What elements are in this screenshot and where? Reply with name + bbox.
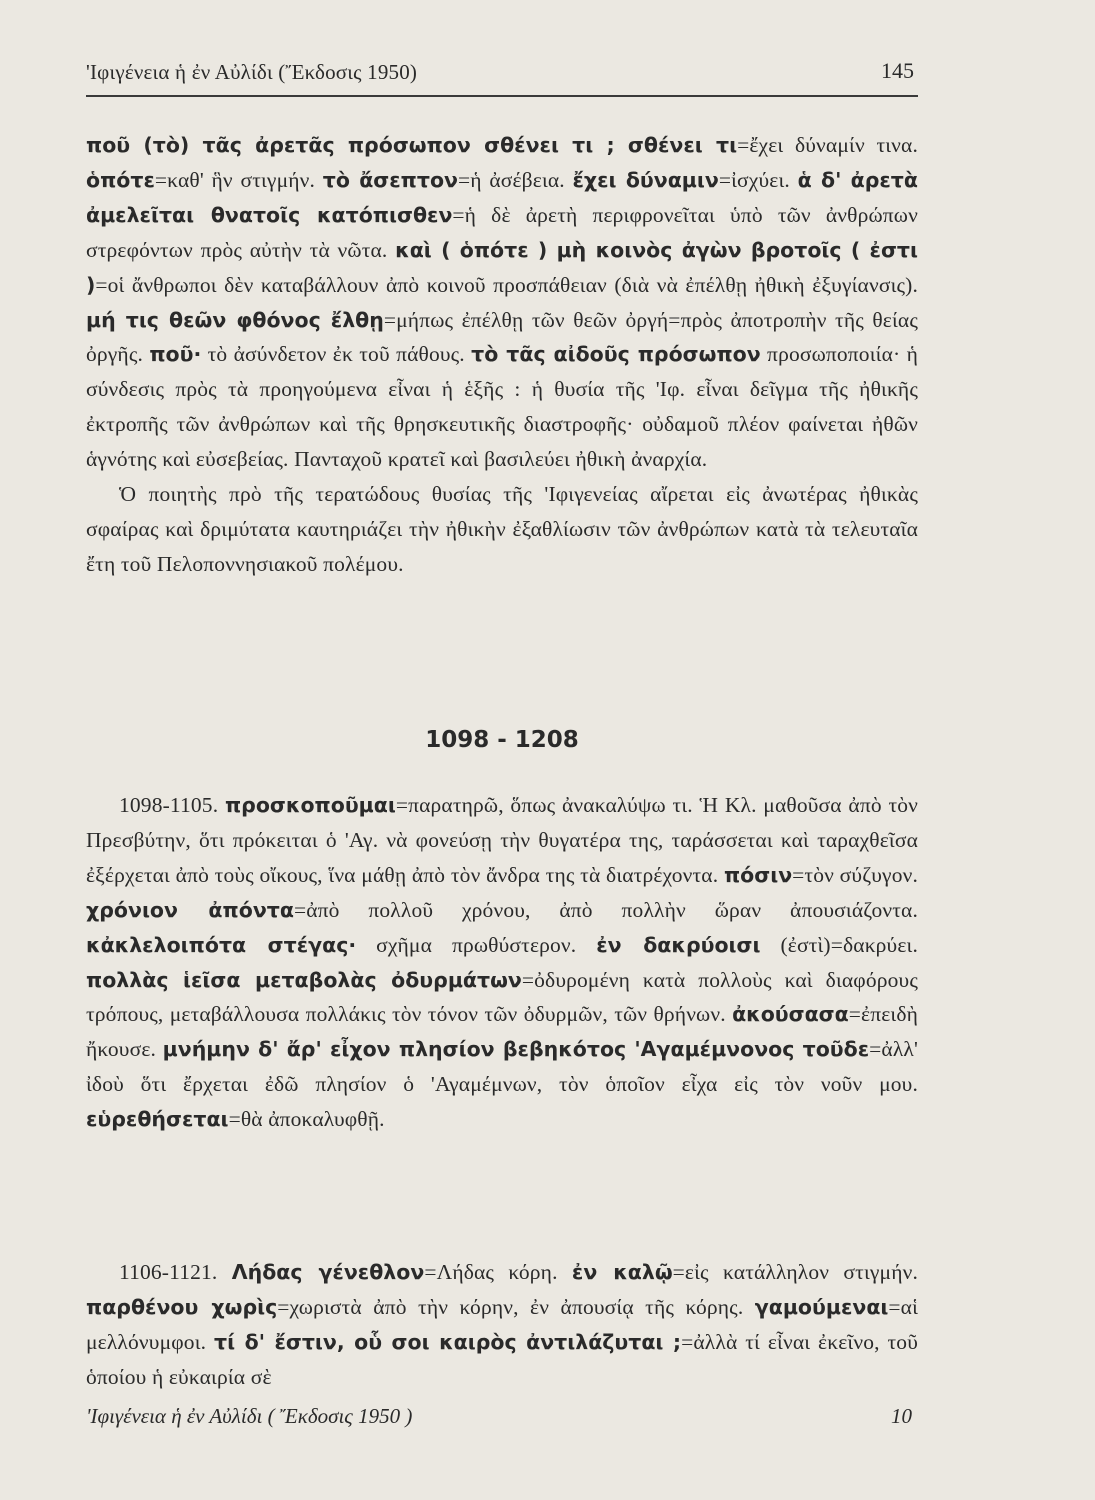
lemma: εὑρεθήσεται bbox=[86, 1107, 229, 1132]
gloss: =εἰς κατάλληλον στιγμήν. bbox=[672, 1260, 918, 1284]
lemma: ἐν καλῷ bbox=[571, 1260, 673, 1284]
gloss: σχῆμα πρωθύστερον. bbox=[356, 932, 597, 957]
lemma: γαμούμεναι bbox=[754, 1294, 889, 1319]
lemma: παρθένου χωρὶς bbox=[86, 1294, 278, 1319]
gloss: =καθ' ἣν στιγμήν. bbox=[154, 167, 323, 192]
page-footer bbox=[86, 1404, 918, 1434]
section-heading: 1098 - 1208 bbox=[425, 727, 579, 753]
lemma: μνήμην δ' ἄρ' εἶχον πλησίον βεβηκότος 'Αγαμέμνονος τοῦδε bbox=[162, 1037, 870, 1062]
gloss: =οἱ ἄνθρωποι δὲν καταβάλλουν ἀπὸ κοινοῦ προσπάθειαν (διὰ νὰ ἐπέλθῃ ἠθικὴ ἐξυγίανσις). bbox=[95, 272, 918, 297]
gloss: (ἐστὶ)=δακρύει. bbox=[760, 932, 918, 957]
gloss: =ἔχει δύναμίν τινα. bbox=[737, 133, 918, 157]
running-title: 'Ιφιγένεια ἡ ἐν Αὐλίδι (Ἔκδοσις 1950) bbox=[86, 60, 418, 84]
gloss: 1098-1105. bbox=[119, 793, 225, 817]
gloss: =ἰσχύει. bbox=[718, 167, 798, 192]
gloss: =παρατηρῶ, ὅπως ἀνακαλύψω τι. Ἡ Κλ. μαθοῦσα ἀπὸ τὸν Πρεσβύτην, ὅτι πρόκειται ὁ 'Αγ. νὰ φονεύσῃ τὴν θυγατέρα της, ταράσσεται καὶ ταραχθεῖσα ἐξέρχεται ἀπὸ τοὺς οἴκους, ἵνα μάθῃ ἀπὸ τὸν ἄνδρα της τὰ διατρέχοντα. bbox=[86, 793, 918, 887]
gloss: =ἡ ἀσέβεια. bbox=[458, 167, 573, 192]
gloss: =ἀλλ' ἰδοὺ ὅτι ἔρχεται ἐδῶ πλησίον ὁ 'Αγαμέμνων, τὸν ὁποῖον εἶχα εἰς τὸν νοῦν μου. bbox=[86, 1037, 918, 1097]
lemma: ποῦ· bbox=[149, 342, 202, 367]
gloss: 1106-1121. bbox=[119, 1260, 232, 1284]
lemma: πολλὰς ἱεῖσα μεταβολὰς ὀδυρμάτων bbox=[86, 967, 522, 992]
lemma: κἀκλελοιπότα στέγας· bbox=[86, 932, 357, 957]
lemma: ἔχει δύναμιν bbox=[572, 167, 719, 192]
gloss: =ὀδυρομένη κατὰ πολλοὺς καὶ διαφόρους τρόπους, μεταβάλλουσα πολλάκις τὸν τόνον τῶν ὀδυρμῶν, τῶν θρήνων. bbox=[86, 967, 918, 1027]
lemma: ἀκούσασα bbox=[732, 1002, 849, 1027]
gloss: =ἐπειδὴ ἤκουσε. bbox=[86, 1002, 918, 1062]
lemma: τὸ ἄσεπτον bbox=[322, 167, 458, 192]
paragraph bbox=[86, 788, 918, 1137]
lemma: μή τις θεῶν φθόνος ἔλθῃ bbox=[86, 307, 384, 332]
lemma: ἐν δακρύοισι bbox=[596, 932, 761, 957]
gloss: =ἀπὸ πολλοῦ χρόνου, ἀπὸ πολλὴν ὥραν ἀπουσιάζοντα. bbox=[293, 897, 918, 922]
commentary-block-1 bbox=[86, 128, 918, 582]
gloss: =θὰ ἀποκαλυφθῇ. bbox=[228, 1107, 385, 1132]
gloss: =ἡ δὲ ἀρετὴ περιφρονεῖται ὑπὸ τῶν ἀνθρώπων στρεφόντων πρὸς αὐτὴν τὰ νῶτα. bbox=[86, 202, 918, 262]
lemma: ποῦ (τὸ) τᾶς ἀρετᾶς πρόσωπον σθένει τι ; σθένει τι bbox=[86, 133, 738, 157]
footer-number: 10 bbox=[891, 1404, 912, 1428]
paragraph bbox=[86, 128, 918, 477]
lemma: Λήδας γένεθλον bbox=[231, 1260, 425, 1284]
lemma: καὶ ( ὁπότε ) μὴ κοινὸς ἀγὼν βροτοῖς ( ἐστι ) bbox=[86, 237, 918, 297]
gloss: =αἱ μελλόνυμφοι. bbox=[86, 1294, 919, 1354]
lemma: ὁπότε bbox=[86, 167, 155, 192]
commentary-block-2 bbox=[86, 788, 918, 1137]
gloss: =τὸν σύζυγον. bbox=[792, 862, 918, 887]
lemma: ἁ δ' ἀρετὰ ἀμελεῖται θνατοῖς κατόπισθεν bbox=[86, 167, 918, 227]
gloss: προσωποποιία· ἡ σύνδεσις πρὸς τὰ προηγούμενα εἶναι ἡ ἑξῆς : ἡ θυσία τῆς 'Ιφ. εἶναι δεῖγμα τῆς ἠθικῆς ἐκτροπῆς τῶν ἀνθρώπων καὶ τῆς θρησκευτικῆς διαστροφῆς· οὐδαμοῦ πλέον φαίνεται ἠθῶν ἁγνότης καὶ εὐσεβείας. Πανταχοῦ κρατεῖ καὶ βασιλεύει ἠθικὴ ἀναρχία. bbox=[86, 342, 919, 472]
gloss: =μήπως ἐπέλθῃ τῶν θεῶν ὀργή=πρὸς ἀποτροπὴν τῆς θείας ὀργῆς. bbox=[86, 307, 918, 367]
header-rule bbox=[86, 95, 918, 97]
lemma: τὸ τᾶς αἰδοῦς πρόσωπον bbox=[471, 342, 761, 367]
gloss: =ἀλλὰ τί εἶναι ἐκεῖνο, τοῦ ὁποίου ἡ εὐκαιρία σὲ bbox=[86, 1329, 918, 1389]
paragraph bbox=[86, 1255, 918, 1395]
gloss: τὸ ἀσύνδετον ἐκ τοῦ πάθους. bbox=[201, 342, 472, 367]
footer-title: 'Ιφιγένεια ἡ ἐν Αὐλίδι ( Ἔκδοσις 1950 ) bbox=[86, 1404, 413, 1428]
gloss: Ὁ ποιητὴς πρὸ τῆς τερατώδους θυσίας τῆς 'Ιφιγενείας αἴρεται εἰς ἀνωτέρας ἠθικὰς σφαίρας καὶ δριμύτατα καυτηριάζει τὴν ἠθικὴν ἐξαθλίωσιν τῶν ἀνθρώπων κατὰ τὰ τελευταῖα ἔτη τοῦ Πελοποννησιακοῦ πολέμου. bbox=[86, 482, 918, 576]
paragraph bbox=[86, 477, 918, 582]
running-header bbox=[86, 58, 918, 88]
gloss: =Λήδας κόρη. bbox=[424, 1260, 572, 1284]
gloss: =χωριστὰ ἀπὸ τὴν κόρην, ἐν ἀπουσίᾳ τῆς κόρης. bbox=[277, 1294, 755, 1319]
lemma: προσκοποῦμαι bbox=[224, 793, 396, 817]
page-number: 145 bbox=[881, 58, 914, 83]
lemma: πόσιν bbox=[723, 862, 793, 887]
commentary-block-3 bbox=[86, 1255, 918, 1395]
lemma: τί δ' ἔστιν, οὗ σοι καιρὸς ἀντιλάζυται ; bbox=[214, 1329, 682, 1354]
lemma: χρόνιον ἀπόντα bbox=[86, 897, 294, 922]
